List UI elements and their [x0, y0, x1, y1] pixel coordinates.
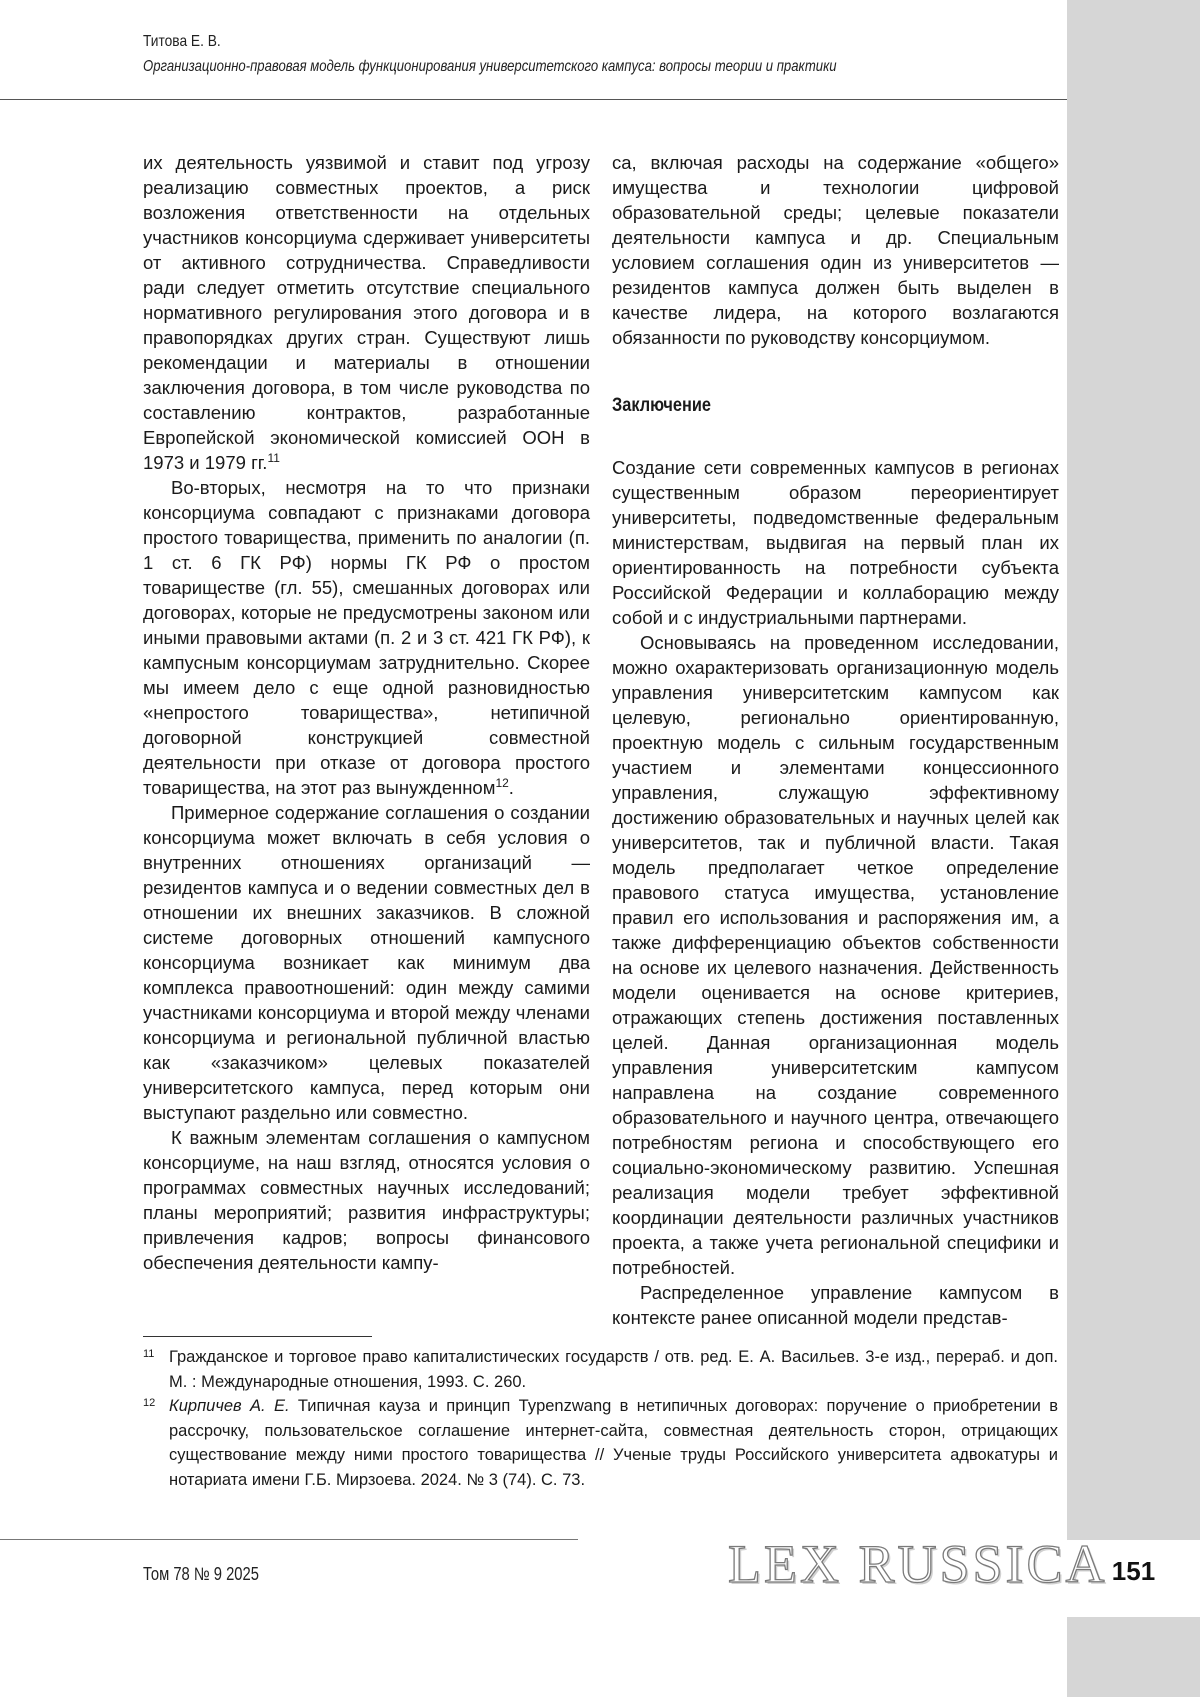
footnote-text: Типичная кауза и принцип Typenzwang в нетипичных договорах: поручение о приобретении в рассрочку, пользовательское соглашение интернет-сайта, совместная деятельность сторон, отрицающих существование между ними простого товарищества // Ученые труды Российского университета адвокатуры и нотариата имени Г.Б. Мирзоева. 2024. № 3 (74). С. 73. — [169, 1397, 1058, 1489]
right-column — [612, 150, 1059, 1330]
footnotes — [143, 1345, 1058, 1492]
footnote-ref[interactable]: 12 — [495, 775, 509, 790]
running-header-title: Организационно-правовая модель функционирования университетского кампуса: вопросы теории и практики — [143, 58, 837, 75]
paragraph — [143, 150, 590, 475]
paragraph: Во-вторых, несмотря на то что признаки консорциума совпадают с признаками договора простого товарищества, применить по аналогии (п. 1 ст. 6 ГК РФ) нормы ГК РФ о простом товариществе (гл. 55), смешанных договорах или договорах, которые не предусмотрены законом или иными правовыми актами (п. 2 и 3 ст. 421 ГК РФ), к кампусным консорциумам затруднительно. Скорее мы имеем дело с еще одной разновидностью «непростого товарищества», нетипичной договорной конструкцией совместной деятельности при отказе от договора простого товарищества, на этот раз вынужденном$^{12}$. — [143, 477, 590, 798]
paragraph: Примерное содержание соглашения о создании консорциума может включать в себя условия о внутренних отношениях организаций — резидентов кампуса и о ведении совместных дел в отношении их внешних заказчиков. В сложной системе договорных отношений кампусного консорциума возникает как минимум два комплекса правоотношений: один между самими участниками консорциума и второй между членами консорциума и региональной публичной властью как «заказчиком» целевых показателей университетского кампуса, перед которым они выступают раздельно или совместно. — [143, 802, 590, 1123]
footnote-ref[interactable]: 11 — [267, 450, 280, 465]
paragraph: Основываясь на проведенном исследовании, можно охарактеризовать организационную модель управления университетским кампусом как целевую, регионально ориентированную, проектную модель с сильным государственным участием и элементами концессионного управления, служащую эффективному достижению образовательных и научных целей как университетов, так и публичной власти. Такая модель предполагает четкое определение правового статуса имущества, установление правил его использования и распоряжения им, а также дифференциацию объектов собственности на основе их целевого назначения. Действенность модели оценивается на основе критериев, отражающих степень достижения поставленных целей. Данная организационная модель управления университетским кампусом направлена на создание современного образовательного и научного центра, отвечающего потребностям региона и способствующего его социально-экономическому развитию. Успешная реализация модели требует эффективной координации деятельности различных участников проекта, а также учета региональной специфики и потребностей. — [612, 632, 1059, 1278]
paragraph: Создание сети современных кампусов в регионах существенным образом переориентирует университеты, подведомственные федеральным министерствам, выдвигая на первый план их ориентированность на потребности субъекта Российской Федерации и коллаборацию между собой и с индустриальными партнерами. — [612, 457, 1059, 628]
footnote-number: 12 — [143, 1397, 156, 1409]
paragraph: са, включая расходы на содержание «общего» имущества и технологии цифровой образовательной среды; целевые показатели деятельности кампуса и др. Специальным условием соглашения один из университетов — резидентов кампуса должен быть выделен в качестве лидера, на которого возлагаются обязанности по руководству консорциумом. — [612, 152, 1059, 348]
section-heading: Заключение — [612, 395, 711, 416]
running-header-author: Титова Е. В. — [143, 33, 221, 50]
volume-info: Том 78 № 9 2025 — [143, 1564, 259, 1584]
footnote-divider — [143, 1336, 372, 1337]
footnote-number: 11 — [143, 1348, 155, 1360]
footnote — [143, 1345, 1058, 1394]
side-strip — [1067, 0, 1200, 1697]
left-column — [143, 150, 590, 1275]
footnote-author: Кирпичев А. Е. — [169, 1397, 290, 1415]
footnote-text: Гражданское и торговое право капиталистических государств / отв. ред. Е. А. Васильев. 3-е изд., перераб. и доп. М. : Международные отношения, 1993. С. 260. — [169, 1348, 1058, 1391]
paragraph: Распределенное управление кампусом в контексте ранее описанной модели представ- — [612, 1282, 1059, 1328]
header-divider — [0, 99, 1067, 100]
paragraph-text: Во-вторых, несмотря на то что признаки консорциума совпадают с признаками договора простого товарищества, применить по аналогии (п. 1 ст. 6 ГК РФ) нормы ГК РФ о простом товариществе (гл. 55), смешанных договорах или договорах, которые не предусмотрены законом или иными правовыми актами (п. 2 и 3 ст. 421 ГК РФ), к кампусным консорциумам затруднительно. Скорее мы имеем дело с еще одной разновидностью «непростого товарищества», нетипичной договорной конструкцией совместной деятельности при отказе от договора простого товарищества, на этот раз вынужденном — [143, 477, 590, 798]
footer-divider — [0, 1539, 578, 1540]
journal-logo: LEX RUSSICA — [728, 1534, 1108, 1594]
footnote — [143, 1394, 1058, 1492]
paragraph-text: их деятельность уязвимой и ставит под угрозу реализацию совместных проектов, а риск возложения ответственности на отдельных участников консорциума сдерживает университеты от активного сотрудничества. Справедливости ради следует отметить отсутствие специального нормативного регулирования этого договора и в правопорядках других стран. Существуют лишь рекомендации и материалы в отношении заключения договора, в том числе руководства по составлению контрактов, разработанные Европейской экономической комиссией ООН в 1973 и 1979 гг. — [143, 152, 590, 473]
paragraph: К важным элементам соглашения о кампусном консорциуме, на наш взгляд, относятся условия о программах совместных научных исследований; планы мероприятий; развития инфраструктуры; привлечения кадров; вопросы финансового обеспечения деятельности кампу- — [143, 1127, 590, 1273]
page-number: 151 — [1111, 1556, 1156, 1586]
